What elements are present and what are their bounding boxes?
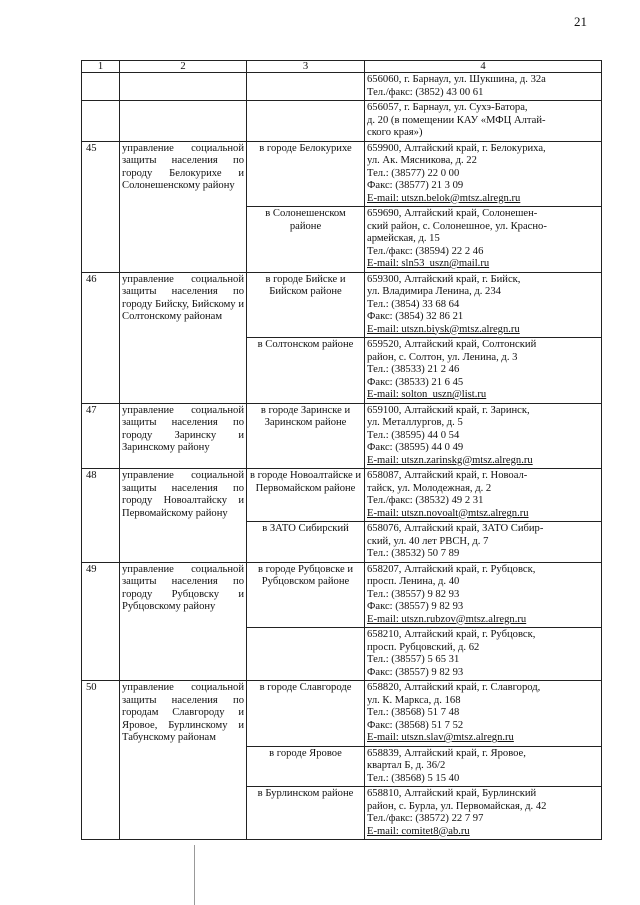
- area-cell: [247, 101, 365, 142]
- branch-area: в городе Яровое: [247, 746, 365, 787]
- table-row: [82, 272, 602, 338]
- email-line: E-mail: utszn.slav@mtsz.alregn.ru: [367, 732, 514, 743]
- contact-line: Тел.: (38595) 44 0 54: [367, 429, 460, 441]
- contact-line: 659690, Алтайский край, Солонешен-: [367, 208, 538, 219]
- contact-line: Тел.: (38532) 50 7 89: [367, 548, 460, 559]
- contact-cell: [365, 469, 602, 522]
- contact-line: 659300, Алтайский край, г. Бийск,: [367, 273, 521, 285]
- contact-line: Факс: (3854) 32 86 21: [367, 311, 464, 322]
- contact-line: Тел./факс: (3852) 43 00 61: [367, 86, 484, 98]
- org-name: управление социальной защиты населения по городу Рубцовску и Рубцовскому району: [120, 562, 247, 681]
- contact-line: Факс: (38568) 51 7 52: [367, 719, 464, 731]
- contact-line: 658820, Алтайский край, г. Славгород,: [367, 682, 541, 693]
- row-number: 49: [82, 562, 120, 681]
- contact-line: Тел.: (38557) 9 82 93: [367, 588, 460, 600]
- contact-line: 658076, Алтайский край, ЗАТО Сибир-: [367, 523, 544, 534]
- contact-line: район, с. Солтон, ул. Ленина, д. 3: [367, 351, 518, 363]
- contact-line: 659100, Алтайский край, г. Заринск,: [367, 404, 530, 416]
- area-cell: [247, 73, 365, 101]
- col-header-2: 2: [120, 61, 247, 73]
- contact-line: 656057, г. Барнаул, ул. Сухэ-Батора,: [367, 102, 528, 113]
- contact-cell: [365, 522, 602, 563]
- contact-cell: [365, 207, 602, 273]
- org-name: управление социальной защиты населения по городу Белокурихе и Солонешенскому району: [120, 141, 247, 272]
- contact-line: ул. Владимира Ленина, д. 234: [367, 286, 501, 297]
- email-line: E-mail: utszn.zarinskg@mtsz.alregn.ru: [367, 454, 533, 466]
- contact-cell: [365, 272, 602, 338]
- contact-cell: [365, 746, 602, 787]
- org-name: управление социальной защиты населения по городу Бийску, Бийскому и Солтонскому районам: [120, 272, 247, 403]
- branch-area: [247, 628, 365, 681]
- email-line: E-mail: utszn.belok@mtsz.alregn.ru: [367, 192, 521, 204]
- email-line: E-mail: utszn.novoalt@mtsz.alregn.ru: [367, 507, 529, 519]
- contact-line: ского края»): [367, 127, 423, 138]
- contact-line: ский район, с. Солонешное, ул. Красно-: [367, 220, 547, 232]
- col-header-4: 4: [365, 61, 602, 73]
- row-number: 48: [82, 469, 120, 563]
- contact-line: ул. К. Маркса, д. 168: [367, 694, 461, 706]
- contact-line: 659900, Алтайский край, г. Белокуриха,: [367, 142, 546, 154]
- contact-line: Тел.: (3854) 33 68 64: [367, 298, 460, 310]
- row-number: 46: [82, 272, 120, 403]
- branch-area: в городе Славгороде: [247, 681, 365, 747]
- contact-line: Факс: (38595) 44 0 49: [367, 442, 464, 453]
- branch-area: в городе Новоалтайске и Первомайском районе: [247, 469, 365, 522]
- branch-area: в Солтонском районе: [247, 338, 365, 404]
- contact-line: Тел./факс: (38594) 22 2 46: [367, 245, 484, 257]
- header-row: [82, 61, 602, 73]
- contact-line: просп. Рубцовский, д. 62: [367, 641, 480, 653]
- email-line: E-mail: sln53_uszn@mail.ru: [367, 258, 490, 269]
- contact-line: ский, ул. 40 лет РВСН, д. 7: [367, 535, 489, 547]
- contacts-table: [81, 60, 602, 840]
- number-cell: [82, 101, 120, 142]
- table-row: [82, 681, 602, 747]
- branch-area: в Бурлинском районе: [247, 787, 365, 840]
- contact-line: тайск, ул. Молодежная, д. 2: [367, 482, 492, 494]
- contact-line: 658210, Алтайский край, г. Рубцовск,: [367, 629, 536, 640]
- table-body: [82, 73, 602, 840]
- contact-cell: [365, 403, 602, 469]
- email-line: E-mail: comitet8@ab.ru: [367, 825, 470, 837]
- contact-line: Тел./факс: (38572) 22 7 97: [367, 813, 484, 824]
- org-name: управление социальной защиты населения по городу Новоалтайску и Первомайскому району: [120, 469, 247, 563]
- contact-cell: [365, 101, 602, 142]
- table-row: [82, 562, 602, 628]
- contact-cell: [365, 73, 602, 101]
- branch-area: в Солонешенском районе: [247, 207, 365, 273]
- branch-area: в городе Заринске и Заринском районе: [247, 403, 365, 469]
- table-row: [82, 403, 602, 469]
- org-cell: [120, 73, 247, 101]
- contact-cell: [365, 787, 602, 840]
- contact-cell: [365, 628, 602, 681]
- contact-line: Тел.: (38568) 5 15 40: [367, 772, 460, 784]
- branch-area: в городе Рубцовске и Рубцовском районе: [247, 562, 365, 628]
- contact-line: 658207, Алтайский край, г. Рубцовск,: [367, 563, 536, 575]
- contact-line: Тел.: (38577) 22 0 00: [367, 167, 460, 179]
- org-cell: [120, 101, 247, 142]
- contact-line: 658810, Алтайский край, Бурлинский: [367, 788, 537, 799]
- org-name: управление социальной защиты населения по городу Заринску и Заринскому району: [120, 403, 247, 469]
- contact-line: квартал Б, д. 36/2: [367, 760, 446, 771]
- row-number: 45: [82, 141, 120, 272]
- contact-cell: [365, 141, 602, 207]
- email-line: E-mail: solton_uszn@list.ru: [367, 389, 487, 400]
- contact-line: Тел.: (38557) 5 65 31: [367, 654, 460, 665]
- contact-cell: [365, 681, 602, 747]
- contact-line: Факс: (38577) 21 3 09: [367, 180, 464, 191]
- contact-line: 659520, Алтайский край, Солтонский: [367, 339, 537, 350]
- table-row: [82, 469, 602, 522]
- contact-line: ул. Ак. Мясникова, д. 22: [367, 155, 477, 166]
- branch-area: в городе Бийске и Бийском районе: [247, 272, 365, 338]
- branch-area: в городе Белокурихе: [247, 141, 365, 207]
- email-line: E-mail: utszn.biysk@mtsz.alregn.ru: [367, 323, 520, 335]
- margin-line: [194, 845, 195, 905]
- contact-line: 658839, Алтайский край, г. Яровое,: [367, 747, 526, 759]
- page-number: 21: [574, 14, 587, 29]
- row-number: 50: [82, 681, 120, 840]
- contact-line: Тел.: (38533) 21 2 46: [367, 364, 460, 375]
- email-line: E-mail: utszn.rubzov@mtsz.alregn.ru: [367, 613, 527, 625]
- col-header-3: 3: [247, 61, 365, 73]
- contact-line: Факс: (38557) 9 82 93: [367, 666, 464, 678]
- contact-line: армейская, д. 15: [367, 233, 440, 244]
- contact-line: Тел.: (38568) 51 7 48: [367, 707, 460, 718]
- contact-line: Факс: (38533) 21 6 45: [367, 376, 464, 388]
- col-header-1: 1: [82, 61, 120, 73]
- contact-line: Тел./факс: (38532) 49 2 31: [367, 495, 484, 506]
- contact-line: ул. Металлургов, д. 5: [367, 417, 463, 428]
- contact-line: д. 20 (в помещении КАУ «МФЦ Алтай-: [367, 114, 546, 126]
- contact-cell: [365, 562, 602, 628]
- contact-cell: [365, 338, 602, 404]
- contact-line: Факс: (38557) 9 82 93: [367, 601, 464, 612]
- contact-line: 656060, г. Барнаул, ул. Шукшина, д. 32а: [367, 74, 546, 85]
- contact-line: 658087, Алтайский край, г. Новоал-: [367, 470, 528, 481]
- table-row: [82, 101, 602, 142]
- table-row: [82, 141, 602, 207]
- number-cell: [82, 73, 120, 101]
- branch-area: в ЗАТО Сибирский: [247, 522, 365, 563]
- row-number: 47: [82, 403, 120, 469]
- contact-line: район, с. Бурла, ул. Первомайская, д. 42: [367, 800, 547, 812]
- contact-line: просп. Ленина, д. 40: [367, 576, 460, 587]
- org-name: управление социальной защиты населения по городам Славгороду и Яровое, Бурлинскому и Табунскому районам: [120, 681, 247, 840]
- table-row: [82, 73, 602, 101]
